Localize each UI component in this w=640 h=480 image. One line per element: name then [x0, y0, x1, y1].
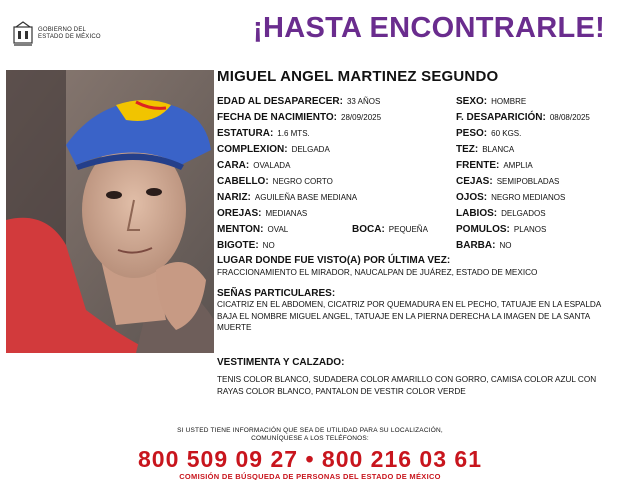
logo-line-2: ESTADO DE MÉXICO: [38, 34, 101, 40]
field-forehead: FRENTE: AMPLIA: [456, 160, 533, 171]
logo-line-1: GOBIERNO DEL: [38, 27, 87, 33]
clothing-text: TENIS COLOR BLANCO, SUDADERA COLOR AMARILLO CON GORRO, CAMISA COLOR AZUL CON RAYAS COLOR BLANCO, PANTALON DE VESTIR COLOR VERDE: [217, 375, 597, 396]
field-birthdate: FECHA DE NACIMIENTO: 28/09/2025: [217, 112, 382, 123]
last-seen-title: LUGAR DONDE FUE VISTO(A) POR ÚLTIMA VEZ:: [217, 255, 451, 266]
government-logo: [12, 20, 122, 48]
field-ears: OREJAS: MEDIANAS: [217, 208, 308, 219]
field-age: EDAD AL DESAPARECER: 33 AÑOS: [217, 96, 381, 107]
missing-person-photo: [6, 70, 214, 353]
state-seal-icon: [12, 21, 34, 47]
footer-note-2: COMUNÍQUESE A LOS TELÉFONOS:: [251, 435, 369, 442]
field-chin: MENTON: OVAL: [217, 224, 289, 235]
contact-phones[interactable]: 800 509 09 27 • 800 216 03 61: [137, 446, 482, 472]
field-cheekbones: POMULOS: PLANOS: [456, 224, 547, 235]
marks-title: SEÑAS PARTICULARES:: [217, 288, 336, 299]
footer-note-1: SI USTED TIENE INFORMACIÓN QUE SEA DE UTILIDAD PARA SU LOCALIZACIÓN,: [177, 427, 443, 434]
field-nose: NARIZ: AGUILEÑA BASE MEDIANA: [217, 192, 358, 203]
field-build: COMPLEXION: DELGADA: [217, 144, 330, 155]
portrait-photo-icon: [6, 70, 214, 353]
field-eyebrows: CEJAS: SEMIPOBLADAS: [456, 176, 560, 187]
field-beard: BARBA: NO: [456, 240, 512, 251]
person-name: MIGUEL ANGEL MARTINEZ SEGUNDO: [217, 68, 499, 85]
field-mustache: BIGOTE: NO: [217, 240, 275, 251]
marks-text: CICATRIZ EN EL ABDOMEN, CICATRIZ POR QUEMADURA EN EL PECHO, TATUAJE EN LA ESPALDA BAJA EL NOMBRE MIGUEL ANGEL, TATUAJE EN LA PIERNA DERECHA LA IMAGEN DE LA SANTA MUERTE: [217, 300, 601, 332]
field-face: CARA: OVALADA: [217, 160, 291, 171]
page-headline: ¡HASTA ENCONTRARLE!: [253, 12, 606, 44]
field-mouth: BOCA: PEQUEÑA: [352, 224, 428, 235]
commission-name: COMISIÓN DE BÚSQUEDA DE PERSONAS DEL ESTADO DE MÉXICO: [179, 472, 441, 480]
field-weight: PESO: 60 KGS.: [456, 128, 522, 139]
logo-text: [38, 27, 101, 41]
field-disappearance-date: F. DESAPARICIÓN: 08/08/2025: [456, 112, 590, 123]
field-sex: SEXO: HOMBRE: [456, 96, 527, 107]
last-seen-text: FRACCIONAMIENTO EL MIRADOR, NAUCALPAN DE JUÁREZ, ESTADO DE MEXICO: [217, 268, 538, 277]
field-eyes: OJOS: NEGRO MEDIANOS: [456, 192, 566, 203]
field-height: ESTATURA: 1.6 MTS.: [217, 128, 310, 139]
field-complexion: TEZ: BLANCA: [456, 144, 515, 155]
clothing-title: VESTIMENTA Y CALZADO:: [217, 357, 345, 368]
field-hair: CABELLO: NEGRO CORTO: [217, 176, 333, 187]
field-lips: LABIOS: DELGADOS: [456, 208, 546, 219]
